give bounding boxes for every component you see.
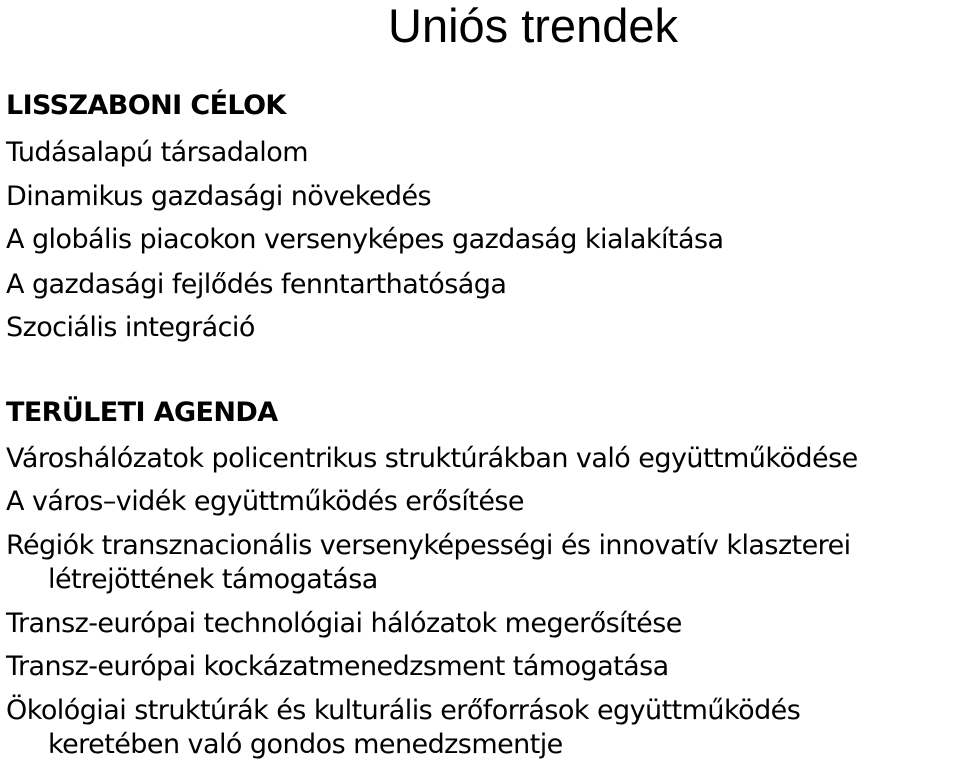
list-item: Régiók transznacionális versenyképességi és innovatív klaszterei xyxy=(6,530,851,561)
list-item: Ökológiai struktúrák és kulturális erőforrások együttműködés xyxy=(6,695,801,726)
list-item: A globális piacokon versenyképes gazdaság kialakítása xyxy=(6,224,724,255)
section-heading-territorial-agenda: TERÜLETI AGENDA xyxy=(6,397,278,428)
list-item-continuation: létrejöttének támogatása xyxy=(48,564,378,595)
list-item: A város–vidék együttműködés erősítése xyxy=(6,486,524,517)
list-item: Tudásalapú társadalom xyxy=(6,137,308,168)
list-item: Szociális integráció xyxy=(6,312,255,343)
list-item: Transz-európai technológiai hálózatok megerősítése xyxy=(6,608,682,639)
list-item: A gazdasági fejlődés fenntarthatósága xyxy=(6,269,507,300)
list-item: Dinamikus gazdasági növekedés xyxy=(6,181,432,212)
section-heading-lisbon-goals: LISSZABONI CÉLOK xyxy=(6,90,286,121)
slide-title: Uniós trendek xyxy=(388,0,678,52)
list-item-continuation: keretében való gondos menedzsmentje xyxy=(48,729,563,760)
list-item: Transz-európai kockázatmenedzsment támogatása xyxy=(6,651,669,682)
list-item: Városhálózatok policentrikus struktúrákban való együttműködése xyxy=(6,443,858,474)
